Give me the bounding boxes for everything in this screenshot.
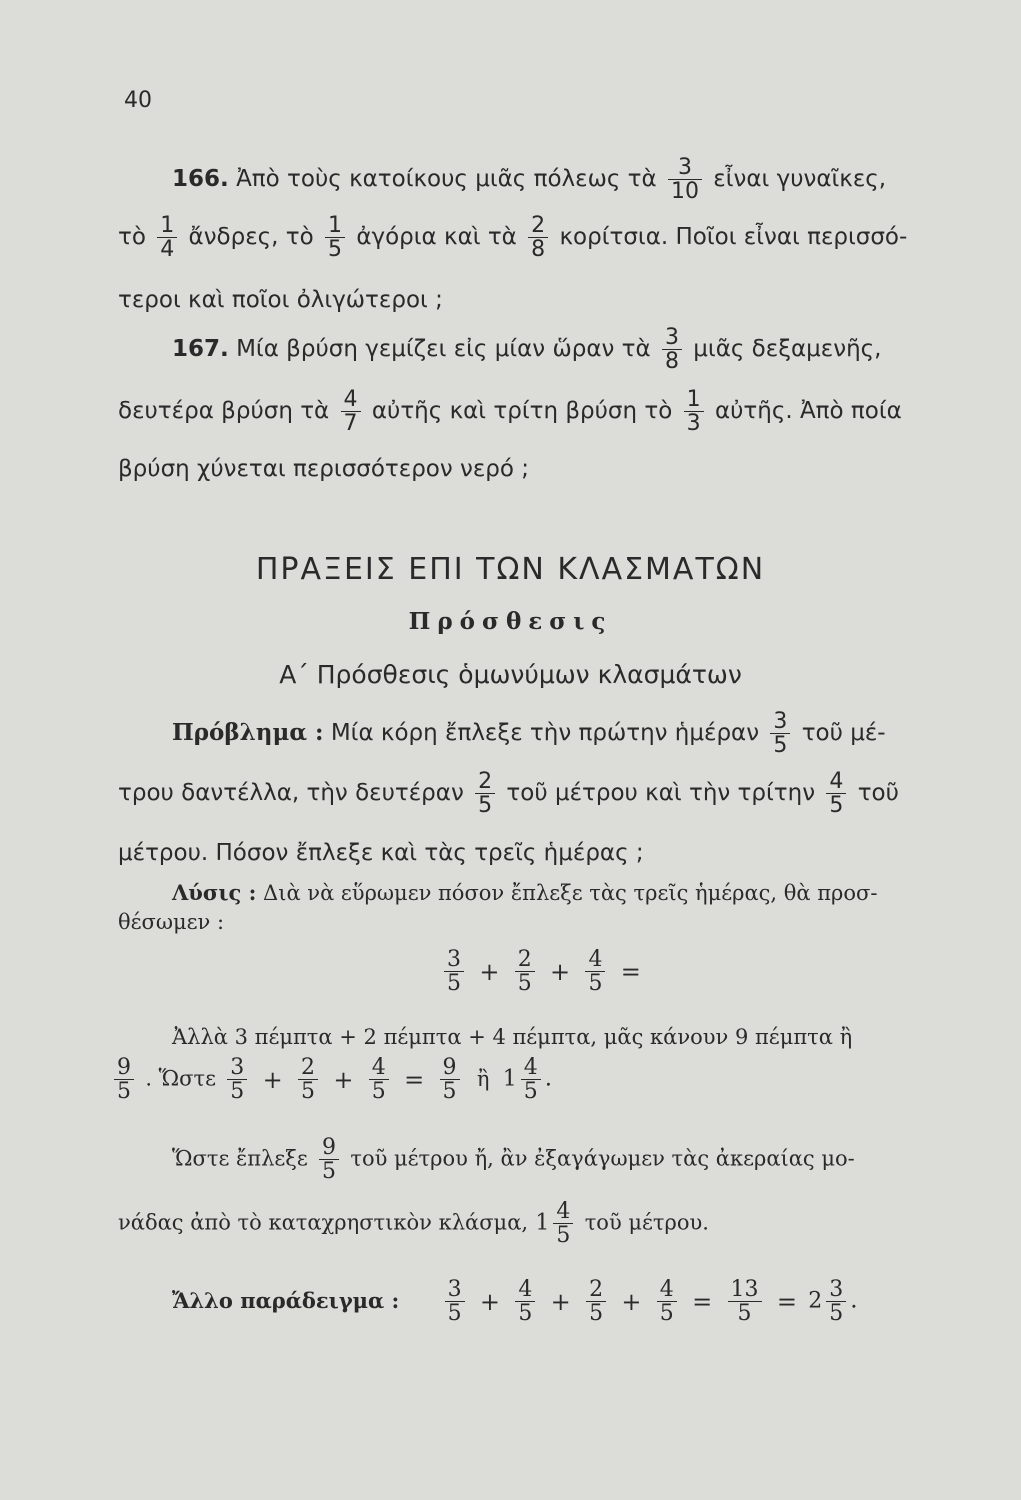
problem-text: τοῦ: [857, 780, 899, 807]
fraction: $\frac{1}{3}$: [684, 388, 704, 435]
fraction: $\frac{4}{5}$: [521, 1056, 541, 1103]
p167-text: Μία βρύση γεμίζει εἰς μίαν ὥραν τὰ: [236, 336, 651, 363]
p166-text: τὸ: [118, 224, 146, 251]
fraction: $\frac{9}{5}$: [440, 1056, 460, 1103]
fraction: $\frac{2}{5}$: [298, 1056, 318, 1103]
whole-number: 1: [535, 1210, 550, 1236]
plus-sign: +: [262, 1065, 283, 1094]
plus-sign: +: [333, 1065, 354, 1094]
p167-text: βρύση χύνεται περισσότερον νερό ;: [118, 456, 530, 482]
whole-number: 1: [502, 1066, 517, 1092]
p167-text: αὐτῆς. Ἀπὸ ποία: [714, 398, 902, 425]
p166-text: Ἀπὸ τοὺς κατοίκους μιᾶς πόλεως τὰ: [236, 166, 657, 193]
fraction: $\frac{2}{8}$: [528, 214, 548, 261]
solution-text: τοῦ μέτρου.: [584, 1210, 709, 1235]
equals-sign: =: [404, 1065, 425, 1094]
solution-text: Διὰ νὰ εὕρωμεν πόσον ἔπλεξε τὰς τρεῖς ἡμέρας, θὰ προσ-: [263, 881, 878, 905]
plus-sign: +: [621, 1287, 642, 1316]
solution-text: θέσωμεν :: [118, 910, 225, 934]
section-heading: Α΄ Πρόσθεσις ὁμωνύμων κλασμάτων: [279, 660, 742, 689]
problem-text: μέτρου. Πόσον ἔπλεξε καὶ τὰς τρεῖς ἡμέρας ;: [118, 840, 644, 866]
fraction: $\frac{2}{5}$: [475, 770, 495, 817]
fraction: $\frac{3}{8}$: [662, 326, 682, 373]
problem-label: Πρόβλημα :: [172, 719, 324, 747]
fraction: $\frac{4}{5}$: [553, 1200, 573, 1247]
or-word: ἢ: [476, 1066, 490, 1091]
fraction: $\frac{4}{5}$: [515, 1278, 535, 1325]
solution-text: Ἀλλὰ 3 πέμπτα + 2 πέμπτα + 4 πέμπτα, μᾶς κάνουν 9 πέμπτα ἢ: [172, 1025, 853, 1049]
period: .: [544, 1065, 553, 1092]
period: .: [850, 1287, 858, 1314]
fraction: $\frac{4}{5}$: [369, 1056, 389, 1103]
fraction: $\frac{1}{5}$: [325, 214, 345, 261]
solution-text: . Ὥστε: [145, 1066, 216, 1091]
solution-text: τοῦ μέτρου ἤ, ἂν ἐξαγάγωμεν τὰς ἀκεραίας μο-: [350, 1146, 855, 1171]
equals-sign: =: [692, 1287, 713, 1316]
fraction: $\frac{4}{5}$: [826, 770, 846, 817]
problem-text: τοῦ μέτρου καὶ τὴν τρίτην: [506, 780, 816, 807]
fraction: $\frac{2}{5}$: [586, 1278, 606, 1325]
p166-number: 166.: [172, 166, 229, 193]
p167-text: δευτέρα βρύση τὰ: [118, 398, 330, 425]
p166-text: ἄνδρες, τὸ: [188, 224, 314, 251]
equals-sign: =: [620, 957, 641, 986]
fraction: $\frac{3}{5}$: [445, 1278, 465, 1325]
fraction: $\frac{3}{5}$: [227, 1056, 247, 1103]
fraction: $\frac{3}{10}$: [668, 156, 702, 203]
main-heading: ΠΡΑΞΕΙΣ ΕΠΙ ΤΩΝ ΚΛΑΣΜΑΤΩΝ: [255, 552, 766, 587]
problem-text: τρου δαντέλλα, τὴν δευτέραν: [118, 780, 464, 807]
sub-heading: Πρόσθεσις: [408, 608, 613, 635]
example-label: Ἄλλο παράδειγμα :: [172, 1287, 400, 1313]
fraction: $\frac{1}{4}$: [157, 214, 177, 261]
plus-sign: +: [550, 957, 571, 986]
plus-sign: +: [479, 957, 500, 986]
whole-number: 2: [808, 1288, 823, 1314]
fraction: $\frac{4}{7}$: [341, 388, 361, 435]
plus-sign: +: [550, 1287, 571, 1316]
p166-text: κορίτσια. Ποῖοι εἶναι περισσό-: [559, 224, 908, 251]
fraction: $\frac{9}{5}$: [114, 1056, 134, 1103]
p167-text: μιᾶς δεξαμενῆς,: [693, 336, 882, 363]
equals-sign: =: [776, 1287, 797, 1316]
fraction: $\frac{3}{5}$: [770, 710, 790, 757]
p166-text: εἶναι γυναῖκες,: [713, 166, 887, 193]
p167-number: 167.: [172, 336, 229, 363]
p166-text: ἀγόρια καὶ τὰ: [356, 224, 517, 251]
solution-label: Λύσις :: [172, 880, 257, 905]
fraction: $\frac{2}{5}$: [515, 948, 535, 995]
p166-text: τεροι καὶ ποῖοι ὀλιγώτεροι ;: [118, 287, 443, 313]
page-number: 40: [124, 88, 152, 113]
p167-text: αὐτῆς καὶ τρίτη βρύση τὸ: [371, 398, 673, 425]
problem-text: Μία κόρη ἔπλεξε τὴν πρώτην ἡμέραν: [330, 720, 760, 747]
fraction: $\frac{13}{5}$: [728, 1278, 762, 1325]
solution-text: Ὥστε ἔπλεξε: [172, 1146, 308, 1171]
fraction: $\frac{4}{5}$: [657, 1278, 677, 1325]
solution-text: νάδας ἀπὸ τὸ καταχρηστικὸν κλάσμα,: [118, 1210, 529, 1235]
plus-sign: +: [479, 1287, 501, 1316]
fraction: $\frac{9}{5}$: [319, 1136, 339, 1183]
fraction: $\frac{3}{5}$: [444, 948, 464, 995]
fraction: $\frac{3}{5}$: [826, 1278, 846, 1325]
problem-text: τοῦ μέ-: [801, 720, 886, 747]
fraction: $\frac{4}{5}$: [585, 948, 605, 995]
